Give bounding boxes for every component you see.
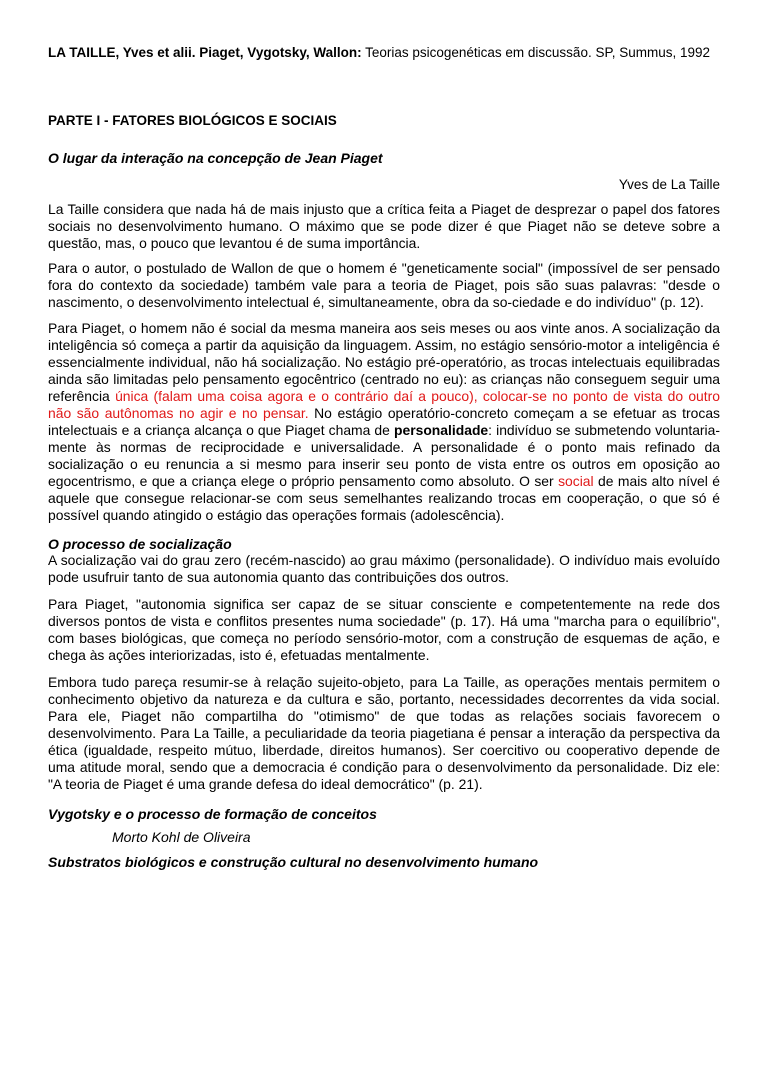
section-subtitle: Substratos biológicos e construção cultural no desenvolvimento humano xyxy=(48,854,539,870)
paragraph: Para o autor, o postulado de Wallon de que o homem é "geneticamente social" (impossível de ser pensado fora do contexto da sociedade) também vale para a teoria de Piaget, pois são suas palavras: "desde o nascimento, o desenvolvimento intelectual é, simultaneamente, obra da so-ciedade e do indivíduo" (p. 12). xyxy=(48,260,720,310)
text-run: Para Piaget, o homem não é social da mesma maneira aos seis meses ou aos vinte anos. A socialização da inteligência só começa a partir da aquisição da linguagem. Assim, no estágio sensório-motor a inteligência é essencialmente individual, não há socialização. No estágio pré-operatório, as trocas intelectuais equilibradas ainda são limitadas pelo pensamento egocêntrico (centrado no eu): as crianças não conseguem seguir uma referência xyxy=(48,320,720,404)
paragraph: A socialização vai do grau zero (recém-nascido) ao grau máximo (personalidade). O indivíduo mais evoluído pode usufruir tanto de sua autonomia quanto das contribuições dos outros. xyxy=(48,552,720,585)
author-la-taille: Yves de La Taille xyxy=(618,177,720,192)
bibliographic-reference xyxy=(48,44,720,61)
paragraph: Para Piaget, "autonomia significa ser capaz de se situar consciente e competentemente na rede dos diversos pontos de vista e conflitos presentes numa sociedade" (p. 17). Há uma "marcha para o equilíbrio", com bases biológicas, que começa no período sensório-motor, com a construção de esquemas de ação, e chega às ações interiorizadas, isto é, efetuadas mentalmente. xyxy=(48,596,720,663)
reference-rest: Teorias psicogenéticas em discussão. SP, Summus, 1992 xyxy=(361,45,711,60)
highlighted-text: social xyxy=(558,473,594,489)
section-title-piaget: O lugar da interação na concepção de Jean Piaget xyxy=(48,150,383,166)
part-title: PARTE I - FATORES BIOLÓGICOS E SOCIAIS xyxy=(48,113,337,128)
author-oliveira: Morto Kohl de Oliveira xyxy=(112,829,251,845)
paragraph: Embora tudo pareça resumir-se à relação sujeito-objeto, para La Taille, as operações mentais permitem o conhecimento objetivo da natureza e da cultura e são, portanto, necessidades decorrentes da vida social. Para ele, Piaget não compartilha do "otimismo" de que todas as relações sociais favorecem o desenvolvimento. Para La Taille, a peculiaridade da teoria piagetiana é pensar a interação da perspectiva da ética (igualdade, respeito mútuo, liberdade, direitos humanos). Ser coercitivo ou cooperativo depende de uma atitude moral, sendo que a democracia é condição para o desenvolvimento da personalidade. Diz ele: "A teoria de Piaget é uma grande defesa do ideal democrático" (p. 21). xyxy=(48,674,720,792)
highlighted-text: única (falam uma coisa agora e o contrário daí a pouco), colocar-se no ponto de vista do outro não são autônomas no agir e no pensar. xyxy=(48,388,720,421)
text-run: : indivíduo se submetendo voluntaria-mente às normas de reciprocidade e universalidade. A personalidade é o ponto mais refinado da socialização o eu renuncia a si mesmo para inserir seu ponto de vista entre os outros em oposição ao egocentrismo, e que a criança elege o próprio pensamento como absoluto. O ser xyxy=(48,422,720,489)
section-title-socialization: O processo de socialização xyxy=(48,536,232,552)
text-run: de mais alto nível é aquele que consegue relacionar-se com seus semelhantes realizando trocas em cooperação, o que só é possível quando atingido o estágio das operações formais (adolescência). xyxy=(48,473,720,523)
paragraph: La Taille considera que nada há de mais injusto que a crítica feita a Piaget de desprezar o papel dos fatores sociais no desenvolvimento humano. O máximo que se pode dizer é que Piaget não se deteve sobre a questão, mas, o pouco que levantou é de suma importância. xyxy=(48,201,720,251)
reference-bold: LA TAILLE, Yves et alii. Piaget, Vygotsky, Wallon: xyxy=(48,45,362,60)
document-page xyxy=(48,44,720,870)
text-run: No estágio operatório-concreto começam a se efetuar as trocas intelectuais e a criança alcança o que Piaget chama de xyxy=(48,405,720,438)
bold-term: personalidade xyxy=(393,422,489,438)
section-title-vygotsky: Vygotsky e o processo de formação de conceitos xyxy=(48,806,377,822)
paragraph-socialization xyxy=(48,320,720,524)
